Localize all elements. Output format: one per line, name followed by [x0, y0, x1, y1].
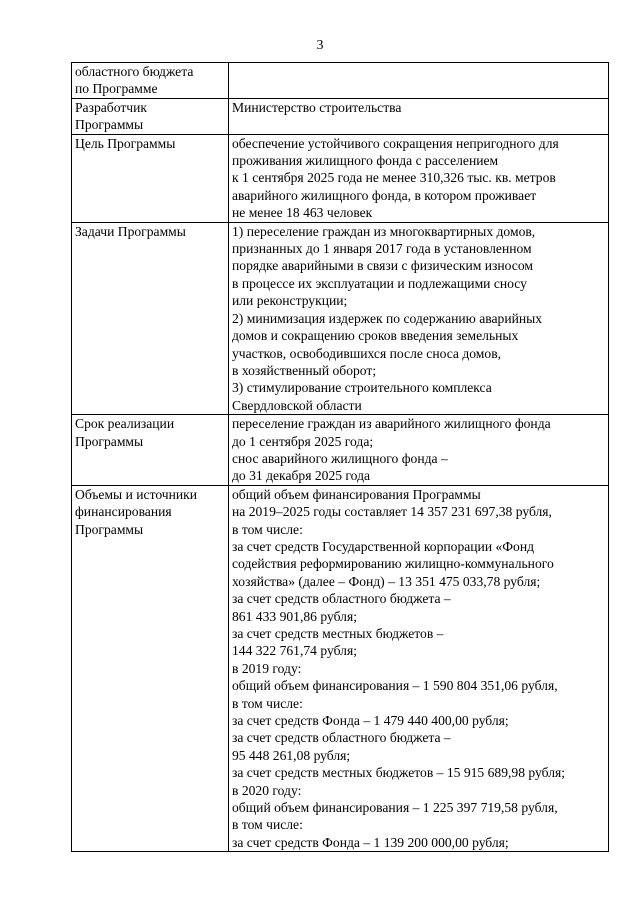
- value-line: признанных до 1 января 2017 года в установленном: [232, 241, 532, 257]
- row-value-cell: [229, 222, 609, 414]
- value-line: 2) минимизация издержек по содержанию аварийных: [232, 310, 543, 326]
- label-line: по Программе: [75, 81, 158, 97]
- label-line: Цель Программы: [75, 135, 176, 151]
- value-line: в том числе:: [232, 521, 303, 537]
- row-value-cell: [229, 134, 609, 222]
- budget-row: [72, 63, 609, 99]
- value-line: за счет средств областного бюджета –: [232, 591, 451, 607]
- row-label-cell: [72, 485, 229, 852]
- developer-row: [72, 98, 609, 134]
- value-line: в том числе:: [232, 817, 303, 833]
- value-line: содействия реформированию жилищно-коммунального: [232, 556, 554, 572]
- label-line: Программы: [75, 433, 144, 449]
- row-label-cell: [72, 222, 229, 414]
- value-line: к 1 сентября 2025 года не менее 310,326 тыс. кв. метров: [232, 170, 556, 186]
- value-line: общий объем финансирования – 1 590 804 351,06 рубля,: [232, 678, 558, 694]
- label-line: Задачи Программы: [75, 223, 186, 239]
- row-label-cell: [72, 63, 229, 99]
- label-line: Срок реализации: [75, 416, 175, 432]
- value-line: за счет средств местных бюджетов – 15 915 689,98 рубля;: [232, 765, 566, 781]
- value-line: за счет средств Фонда – 1 479 440 400,00 рубля;: [232, 713, 509, 729]
- program-passport-table: [71, 62, 609, 852]
- value-line: аварийного жилищного фонда, в котором проживает: [232, 187, 537, 203]
- label-line: финансирования: [75, 504, 172, 520]
- value-line: 3) стимулирование строительного комплекса: [232, 380, 492, 396]
- value-line: в процессе их эксплуатации и подлежащими сносу: [232, 275, 527, 291]
- value-line: или реконструкции;: [232, 293, 348, 309]
- value-line: за счет средств Государственной корпорации «Фонд: [232, 538, 535, 554]
- label-line: областного бюджета: [75, 64, 194, 79]
- value-line: за счет средств областного бюджета –: [232, 730, 451, 746]
- period-row: [72, 415, 609, 486]
- value-line: в 2020 году:: [232, 782, 302, 798]
- value-line: Свердловской области: [232, 397, 362, 413]
- value-line: не менее 18 463 человек: [232, 205, 373, 221]
- funding-row: [72, 485, 609, 852]
- row-value-cell: [229, 98, 609, 134]
- row-label-cell: [72, 134, 229, 222]
- label-line: Объемы и источники: [75, 486, 198, 502]
- label-line: Программы: [75, 117, 144, 133]
- value-line: за счет средств Фонда – 1 139 200 000,00 рубля;: [232, 834, 509, 850]
- label-line: Программы: [75, 521, 144, 537]
- value-line: 144 322 761,74 рубля;: [232, 643, 357, 659]
- value-line: домов и сокращению сроков введения земельных: [232, 328, 519, 344]
- value-line: обеспечение устойчивого сокращения непригодного для: [232, 135, 559, 151]
- tasks-row: [72, 222, 609, 414]
- row-value-cell: [229, 485, 609, 852]
- value-line: участков, освободившихся после сноса домов,: [232, 345, 502, 361]
- value-line: хозяйства» (далее – Фонд) – 13 351 475 033,78 рубля;: [232, 573, 541, 589]
- value-line: до 1 сентября 2025 года;: [232, 433, 374, 449]
- value-line: снос аварийного жилищного фонда –: [232, 450, 448, 466]
- value-line: 1) переселение граждан из многоквартирных домов,: [232, 223, 536, 239]
- value-line: в 2019 году:: [232, 660, 302, 676]
- goal-row: [72, 134, 609, 222]
- value-line: до 31 декабря 2025 года: [232, 468, 371, 484]
- value-line: общий объем финансирования Программы: [232, 486, 481, 502]
- row-value-cell: [229, 415, 609, 486]
- label-line: Разработчик: [75, 99, 147, 115]
- value-line: в хозяйственный оборот;: [232, 362, 377, 378]
- row-value-cell: [229, 63, 609, 99]
- value-line: в том числе:: [232, 695, 303, 711]
- page-number: 3: [316, 38, 324, 53]
- value-line: за счет средств местных бюджетов –: [232, 626, 444, 641]
- value-line: переселение граждан из аварийного жилищного фонда: [232, 416, 551, 432]
- value-line: проживания жилищного фонда с расселением: [232, 153, 499, 169]
- value-line: 95 448 261,08 рубля;: [232, 747, 351, 763]
- value-line: порядке аварийными в связи с физическим износом: [232, 258, 533, 274]
- value-line: 861 433 901,86 рубля;: [232, 608, 357, 624]
- row-label-cell: [72, 415, 229, 486]
- value-line: общий объем финансирования – 1 225 397 719,58 рубля,: [232, 800, 558, 816]
- row-label-cell: [72, 98, 229, 134]
- value-line: Министерство строительства: [232, 99, 402, 115]
- value-line: на 2019–2025 годы составляет 14 357 231 697,38 рубля,: [232, 504, 552, 520]
